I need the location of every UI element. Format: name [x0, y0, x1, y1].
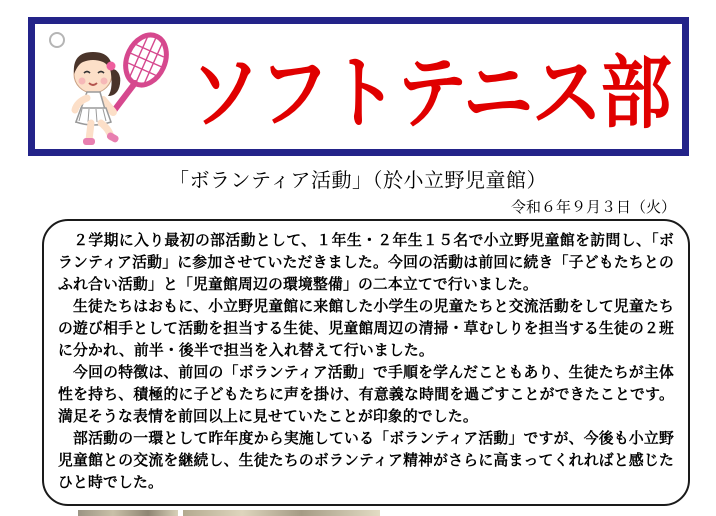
- tennis-ball-icon: [50, 33, 64, 47]
- activity-subtitle: 「ボランティア活動」（於小立野児童館）: [169, 170, 547, 192]
- date-line: 令和６年９月３日（火）: [510, 199, 676, 216]
- club-title: ソフトテニス部: [189, 49, 670, 139]
- shoe: [83, 138, 95, 145]
- cropped-photo-2: [183, 510, 380, 516]
- racket-icon: [118, 29, 174, 92]
- hair-ribbon: [107, 62, 116, 71]
- cropped-photo-1: [78, 510, 178, 516]
- article-paragraph-2: 生徒たちはおもに、小立野児童館に来館した小学生の児童たちと交流活動をして児童たちの遊び相手として活動を担当する生徒、児童館周辺の清掃・草むしりを担当する生徒の２班に分かれ、前半・後半で担当を入れ替えて行いました。: [58, 299, 674, 359]
- article-paragraph-3: 今回の特徴は、前回の「ボランティア活動」で手順を学んだこともあり、生徒たちが主体性を持ち、積極的に子どもたちに声を掛け、有意義な時間を過ごすことができたことです。満足そうな表情を前回以上に見せていたことが印象的でした。: [58, 365, 674, 425]
- tennis-girl-illustration: [43, 28, 193, 148]
- article-paragraph-1: ２学期に入り最初の部活動として、１年生・２年生１５名で小立野児童館を訪問し、「ボランティア活動」に参加させていただきました。今回の活動は前回に続き「子どもたちとのふれ合い活動」と「児童館周辺の環境整備」の二本立てで行いました。: [58, 233, 674, 293]
- article-paragraph-4: 部活動の一環として昨年度から実施している「ボランティア活動」ですが、今後も小立野児童館との交流を継続し、生徒たちのボランティア精神がさらに高まってくれればと感じたひと時でした。: [58, 431, 674, 491]
- article-box: [42, 219, 690, 506]
- header-banner: [28, 17, 689, 156]
